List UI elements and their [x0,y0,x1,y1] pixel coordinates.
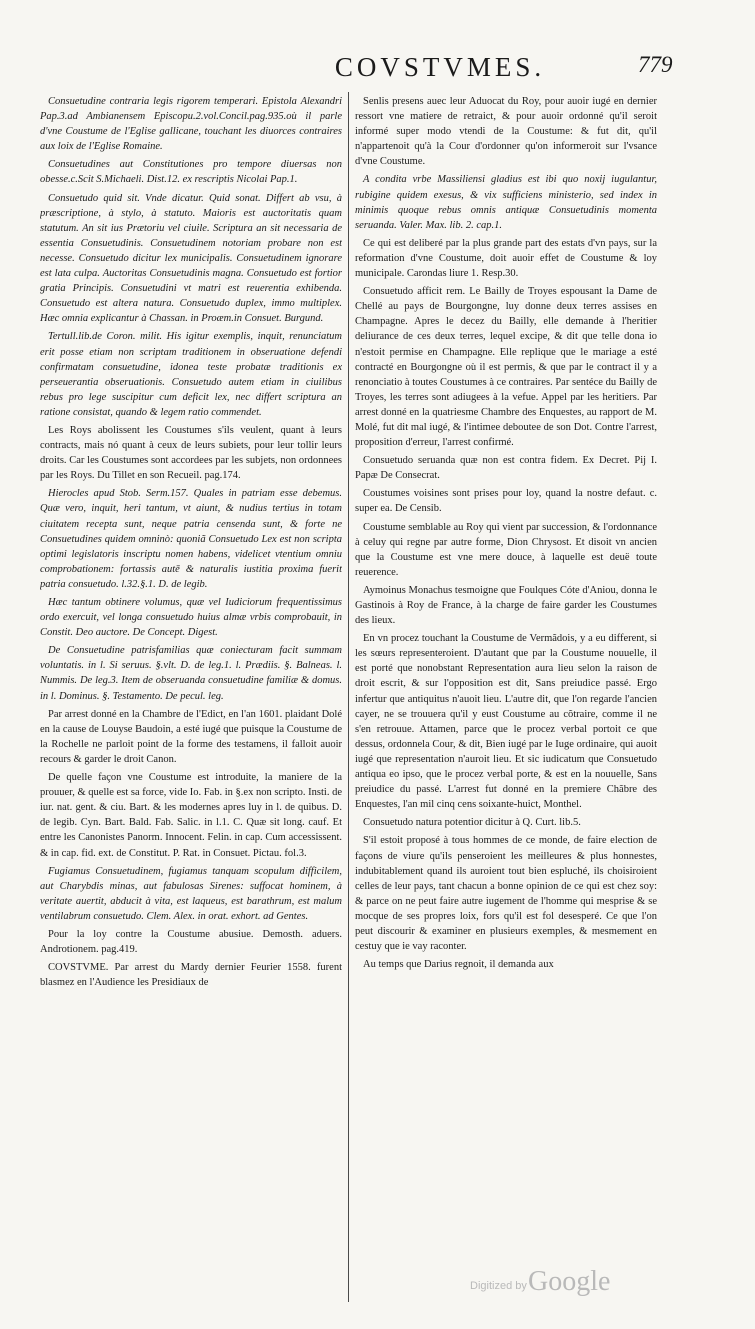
right-column [355,94,657,1329]
paragraph: Coustume semblable au Roy qui vient par succession, & l'ordonnance à celuy qui regne par autre forme, Dion Chrysost. Et disoit vn ancien que la Coustume est vne mere douce, à laquelle est deuë toute reuerence. [355,521,657,578]
paragraph: A condita vrbe Massiliensi gladius est ibi quo noxij iugulantur, rubigine quidem exesus, & vix sufficiens ministerio, sed index in minimis quoque rebus omnis antiquæ Consuetudinis momenta seruanda. Valer. Max. lib. 2. cap.1. [355,174,657,231]
paragraph: Hæc tantum obtinere volumus, quæ vel Iudiciorum frequentissimus ordo exercuit, vel longa consuetudo huius almæ vrbis comprobauit, in Constit. Deo auctore. De Concept. Digest. [40,597,342,639]
column-divider [348,92,349,1302]
paragraph: Consuetudo afficit rem. Le Bailly de Troyes espousant la Dame de Chellé au pays de Bourgongne, luy donne deux terres assises en Champagne. Apres le decez du Bailly, elle demande à l'heritier deliurance de ces deux terres, lequel excipe, & dit que telle dona io n'estoit permise en Champagne. Elle replique que le mariage a esté contracté en Bourgongne où il est permis, & que par le contract il y a renonciatio à toutes Coustumes à ce contraires. Par sentéce du Bailly de Troyes, les terres sont adiugees à la vefue. Appel par les heritiers. Par arrest donné en la quatriesme Chambre des Enquestes, au rapport de M. Molé, fut dit mal iugé, & l'intimee deboutee de son Dot. Contre l'arrest, proposition d'erreur, l'arrest confirmé. [355,286,657,449]
paragraph: COVSTVME. Par arrest du Mardy dernier Feurier 1558. furent blasmez en l'Audience les Presidiaux de [40,962,342,989]
paragraph: De Consuetudine patrisfamilias quæ coniecturam facit summam voluntatis. in l. Si seruus. §.vlt. D. de leg.1. l. Prædiis. §. Balneas. l. Nummis. De leg.3. Item de obseruanda consuetudine familiæ & domus. in l. Dominus. §. Testamento. De pecul. leg. [40,645,342,702]
digitized-by-label: Digitized by [470,1280,527,1292]
paragraph: S'il estoit proposé à tous hommes de ce monde, de faire election de façons de viure qu'ils penseroient les meilleures & plus honnestes, indubitablement quand ils auroient tout bien espluché, ils choisiroient celles de leur pays, tant chacun a bonne opinion de ce qui est chez soy: & parce on ne peut faire autre iugement de l'homme qui mesprise & se mocque de ses propres loix, fors qu'il est fol desesperé. Ce que l'on peut discourir & examiner en plusieurs exemples, & mesmement en cestuy que ie vay raconter. [355,835,657,953]
paragraph: Consuetudines aut Constitutiones pro tempore diuersas non obesse.c.Scit S.Michaeli. Dist.12. ex rescriptis Nicolai Pap.1. [40,159,342,186]
paragraph: Hierocles apud Stob. Serm.157. Quales in patriam esse debemus. Quæ vero, inquit, heri tantum, vt aiunt, & nudius tertius in totam ciuitatem recepta sunt, neque patria censenda sunt, & forte ne Consuetudines quidem omninò: quoniã Consuetudo Lex est non scripta optimi legislatoris inscriptu nomen habens, videlicet vtentium omniu comprobationem: fortassis autē & naturalis iustitia proxima fuerit patria consuetudo. l.32.§.1. D. de legib. [40,488,342,590]
paragraph: Consuetudo natura potentior dicitur à Q. Curt. lib.5. [363,817,581,829]
paragraph: Fugiamus Consuetudinem, fugiamus tanquam scopulum difficilem, aut Charybdis minas, aut fabulosas Sirenes: suffocat hominem, à veritate auertit, abducit à vita, est laqueus, est barathrum, est malum ventilabrum consuetudo. Clem. Alex. in orat. exhort. ad Gentes. [40,865,342,922]
paragraph: Par arrest donné en la Chambre de l'Edict, en l'an 1601. plaidant Dolé en la cause de Louyse Baudoin, a esté iugé que puisque la Coustume de la Rochelle ne parloit point de la forme des testamens, il falloit auoir recours & garder le droit Canon. [40,708,342,765]
paragraph: Senlis presens auec leur Aduocat du Roy, pour auoir iugé en dernier ressort vne matiere de retraict, & pour auoir ordonné qu'il seroit informé super modo vtendi de la Coustume: & fut dit, qu'il n'appartenoit qu'à la Cour d'ordonner qu'on informeroit sur l'vsance d'vne Coustume. [355,96,657,168]
paragraph: Au temps que Darius regnoit, il demanda aux [363,959,554,971]
paragraph: Les Roys abolissent les Coustumes s'ils veulent, quant à leurs contracts, mais nó quant à ceux de leurs subiets, pour leur tollir leurs droits. Car les Coustumes sont accordees par les subjets, non ordonnees par les Roys. Du Tillet en son Recueil. pag.174. [40,424,342,482]
google-watermark [470,1262,700,1298]
paragraph: Consuetudine contraria legis rigorem temperari. Epistola Alexandri Pap.3.ad Ambianensem Episcopu.2.vol.Concil.pag.935.où il parle d'vne Coustume de l'Eglise gallicane, touchant les diuorces contraires aux loix de l'Eglise Romaine. [40,96,342,153]
left-column [40,94,342,1294]
page-number: 779 [638,52,673,77]
paragraph: Coustumes voisines sont prises pour loy, quand la nostre defaut. c. super ea. De Censib. [355,488,657,515]
paragraph: Consuetudo quid sit. Vnde dicatur. Quid sonat. Differt ab vsu, à præscriptione, à stylo, à statuto. Maioris est auctoritatis quam statutum. An sit ius Prætoriu vel ciuile. Scriptura an sit necessaria de essentia Consuetudinis. Consuetudinem notoriam probare non est necesse. Consuetudo dicitur lex municipalis. Consuetudinem ignorare est lata culpa. Auctoritas Consuetudinis magna. Consuetudo est fortior gratia Principis. Consuetudini vt matri est reuerentia exhibenda. Consuetudo est altera natura. Consuetudo duplex, immo multiplex. Hæc omnia explicantur à Chassan. in Proæm.in Consuet. Burgund. [40,192,342,325]
google-logo: Google [528,1266,611,1297]
paragraph: Tertull.lib.de Coron. milit. His igitur exemplis, inquit, renunciatum erit posse etiam non scriptam traditionem in obseruatione defendi confirmatam consuetudine, idonea teste probatæ traditionis ex perseuerantia obseruationis. Consuetudo autem etiam in ciuilibus rebus pro lege suscipitur cum deficit lex, nec differt scriptura an ratione consistat, quando & legem ratio commendet. [40,331,342,418]
paragraph: Pour la loy contre la Coustume abusiue. Demosth. aduers. Androtionem. pag.419. [40,928,342,956]
paragraph: En vn procez touchant la Coustume de Vermãdois, y a eu different, si les sœurs representeroient. D'autant que par la Coustume nouuelle, il est porté que nonobstant Representation aura lieu selon la raison de droit escrit, & sur l'opposition est dit, Sans preiudice passé. Ergo infertur que antiquitus n'auoit lieu. L'autre dit, que l'on regarde l'ancien cayer, ne se trouuera qu'il y eust Coustume au cõtraire, comme il ne s'en retrouue. Attamen, parce que le procez verbal portoit ce que dessus, ordonnela Cour, & dit, Bien iugé par le Iuge ordinaire, qui auoit iugé que representation n'auroit lieu. Et sic iudicatum que Consuetudo antiqua eo ipso, que le procez verbal porte, & est en la nouuelle, Sans preiudice du passé. L'arrest fut donné en la premiere Chãbre des Enquestes, l'an mil cinq cens soixante-huict, Monthel. [355,633,657,811]
paragraph: Ce qui est deliberé par la plus grande part des estats d'vn pays, sur la reformation d'vne Coustume, doit auoir effet de Coustume & loy municipale. Carondas liure 1. Resp.30. [355,237,657,280]
paragraph: Aymoinus Monachus tesmoigne que Foulques Cóte d'Aniou, donna le Gastinois à Roy de France, à la charge de faire garder les Coustumes des lieux. [355,584,657,627]
paragraph: Consuetudo seruanda quæ non est contra fidem. Ex Decret. Pij I. Papæ De Consecrat. [355,455,657,482]
paragraph: De quelle façon vne Coustume est introduite, la maniere de la prouuer, & quelle est sa force, vide Io. Fab. in §.ex non scripto. Insti. de iur. nat. gent. & ciu. Bart. & les modernes apres luy in l. de quibus. D. de legib. Cyn. Bart. Bald. Fab. Salic. in l.1. C. Quæ sit long. cauf. Et entre les Canonistes Panorm. Innocent. Felin. in cap. Cum accessissent. & in cap. fid. ext. de Constitut. P. Rat. in Consuet. Pictau. fol.3. [40,772,342,859]
page-header-title: COVSTVMES. [334,52,546,82]
